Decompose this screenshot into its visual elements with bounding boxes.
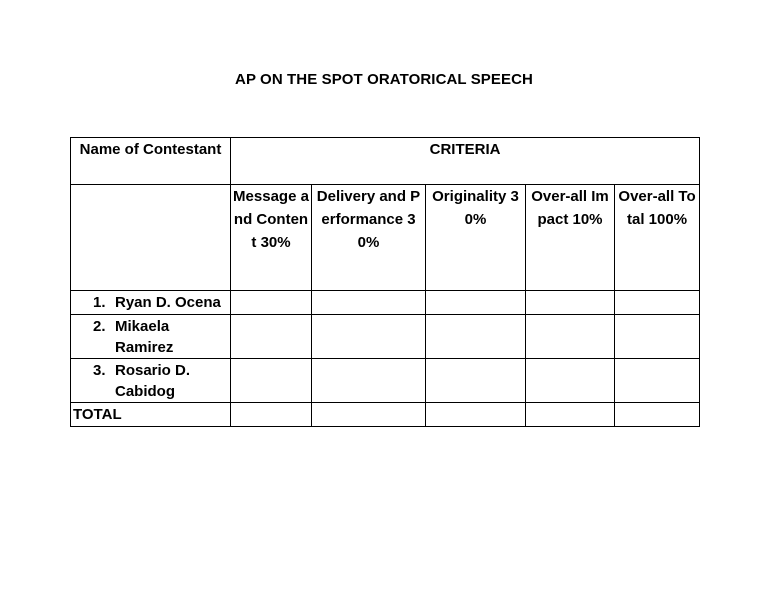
score-cell[interactable] — [615, 359, 700, 403]
criteria-header: CRITERIA — [231, 138, 700, 185]
contestant-number: 3. — [93, 362, 106, 379]
criteria-overall-impact — [526, 185, 615, 291]
table-row — [71, 315, 700, 359]
table-row — [71, 291, 700, 315]
criteria-overall-total — [615, 185, 700, 291]
score-cell[interactable] — [615, 315, 700, 359]
score-cell[interactable] — [231, 359, 312, 403]
score-cell[interactable] — [426, 291, 526, 315]
name-of-contestant-header: Name of Contestant — [71, 138, 231, 185]
total-label: TOTAL — [71, 403, 231, 427]
total-cell[interactable] — [231, 403, 312, 427]
criteria-delivery-and-performance — [312, 185, 426, 291]
criteria-label: Over-all Impact 10% — [531, 188, 609, 228]
document-title: AP ON THE SPOT ORATORICAL SPEECH — [235, 71, 533, 88]
criteria-label: Originality 30% — [432, 188, 519, 228]
contestant-name: Rosario D. Cabidog — [115, 362, 191, 400]
score-cell[interactable] — [426, 315, 526, 359]
score-cell[interactable] — [615, 291, 700, 315]
table-row — [71, 359, 700, 403]
scoring-table — [70, 137, 700, 427]
criteria-subheader-row — [71, 185, 700, 291]
contestant-name-cell — [71, 291, 231, 315]
criteria-message-and-content — [231, 185, 312, 291]
blank-name-cell — [71, 185, 231, 291]
total-row — [71, 403, 700, 427]
score-cell[interactable] — [426, 359, 526, 403]
criteria-label: Over-all Total 100% — [618, 188, 696, 228]
total-cell[interactable] — [312, 403, 426, 427]
criteria-originality — [426, 185, 526, 291]
table-header-row — [71, 138, 700, 185]
contestant-name: Ryan D. Ocena — [115, 294, 221, 311]
contestant-name-cell — [71, 315, 231, 359]
contestant-number: 2. — [93, 318, 106, 335]
criteria-label: Delivery and Performance 30% — [316, 188, 421, 251]
contestant-number: 1. — [93, 294, 106, 311]
total-cell[interactable] — [426, 403, 526, 427]
score-cell[interactable] — [312, 291, 426, 315]
score-cell[interactable] — [312, 359, 426, 403]
criteria-label: Message and Content 30% — [233, 188, 309, 251]
score-cell[interactable] — [231, 315, 312, 359]
score-cell[interactable] — [526, 359, 615, 403]
score-cell[interactable] — [526, 291, 615, 315]
contestant-name: Mikaela Ramirez — [115, 318, 174, 356]
score-cell[interactable] — [231, 291, 312, 315]
score-cell[interactable] — [312, 315, 426, 359]
contestant-name-cell — [71, 359, 231, 403]
total-cell[interactable] — [526, 403, 615, 427]
total-cell[interactable] — [615, 403, 700, 427]
score-cell[interactable] — [526, 315, 615, 359]
